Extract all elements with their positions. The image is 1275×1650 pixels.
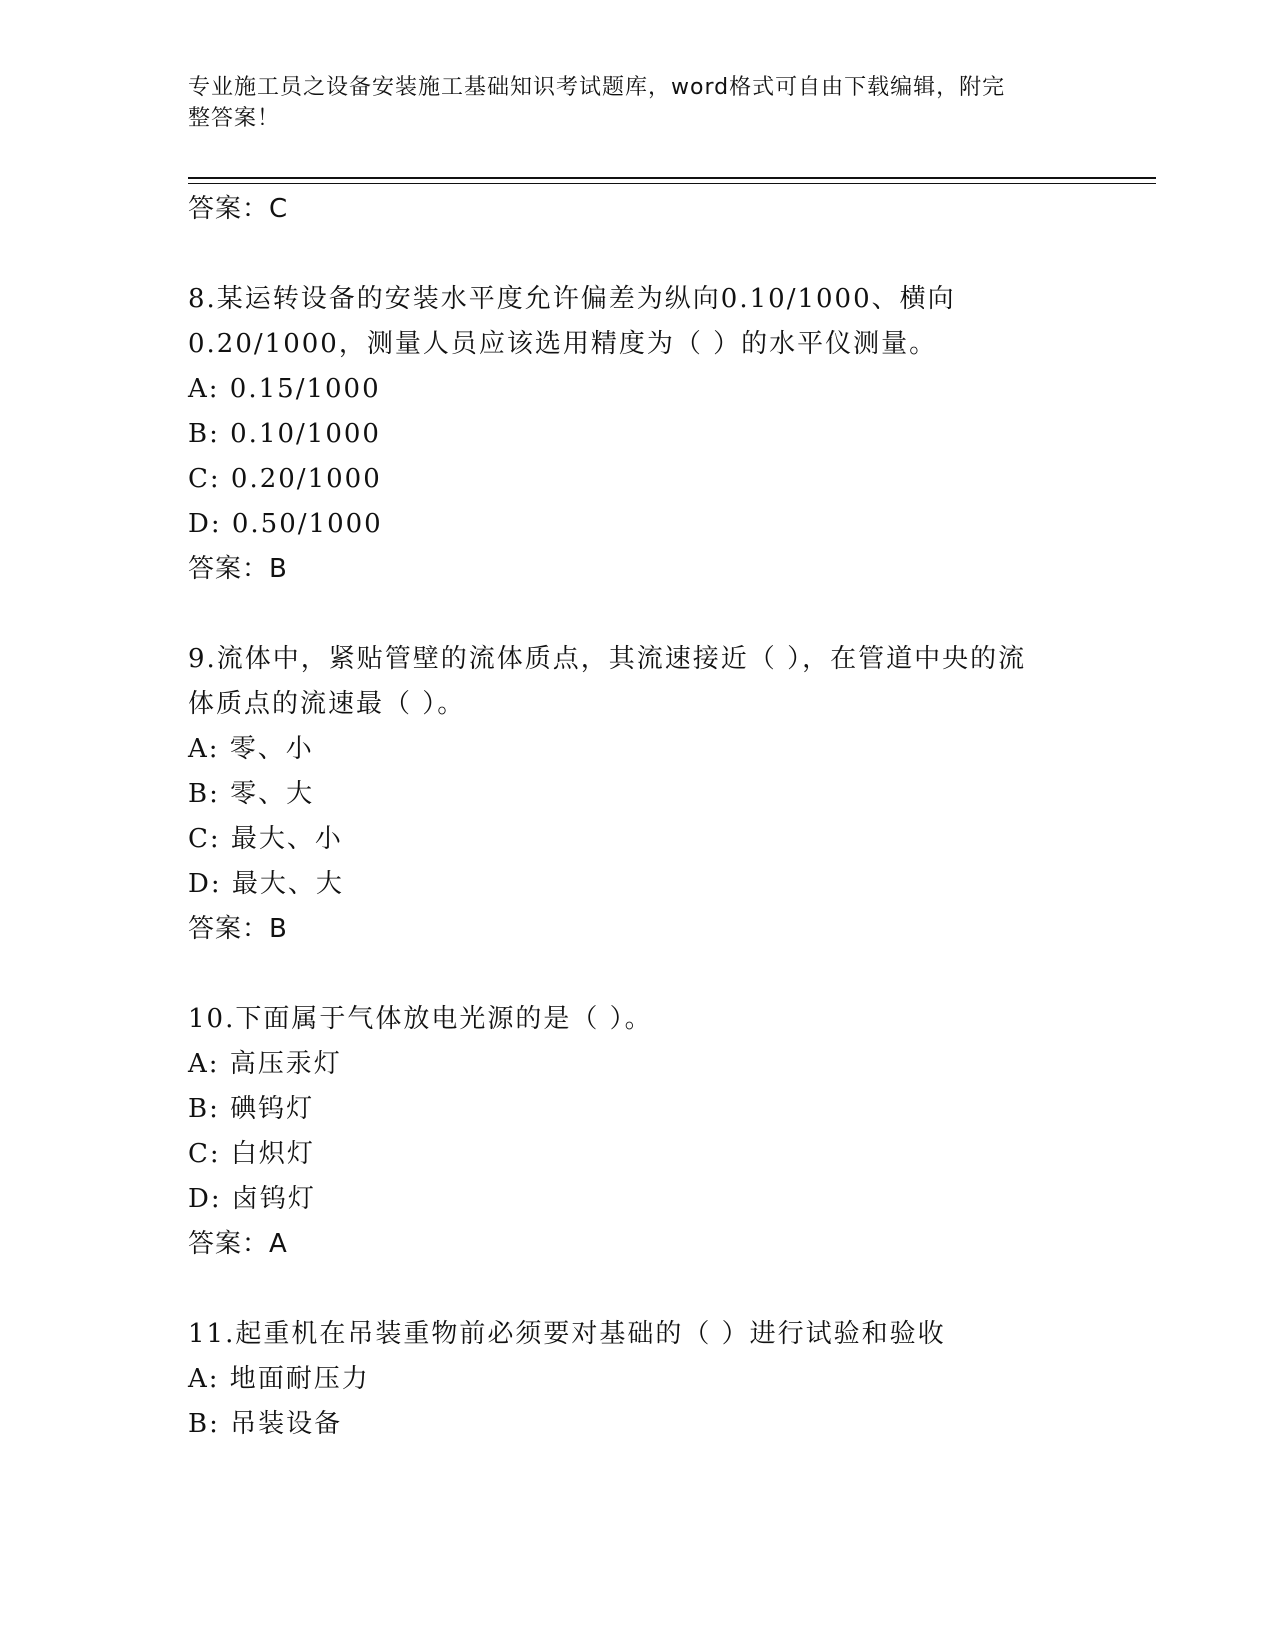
question-stem: 10.下面属于气体放电光源的是（ ）。 bbox=[188, 1004, 653, 1034]
answer-line: 答案：B bbox=[188, 914, 288, 944]
option-d: D: 最大、大 bbox=[188, 869, 344, 899]
question-stem: 体质点的流速最（ ）。 bbox=[188, 689, 466, 719]
header-rule-thick bbox=[188, 177, 1156, 179]
header-rule-thin bbox=[188, 183, 1156, 184]
option-c: C: 最大、小 bbox=[188, 824, 343, 854]
option-c: C: 0.20/1000 bbox=[188, 464, 382, 494]
answer-line: 答案：A bbox=[188, 1229, 288, 1259]
answer-line: 答案：C bbox=[188, 194, 289, 224]
header-line-2: 整答案！ bbox=[188, 106, 281, 131]
question-stem: 9.流体中，紧贴管壁的流体质点，其流速接近（ ），在管道中央的流 bbox=[188, 644, 1027, 674]
option-b: B: 0.10/1000 bbox=[188, 419, 381, 449]
option-b: B: 零、大 bbox=[188, 779, 315, 809]
option-a: A: 0.15/1000 bbox=[188, 374, 381, 404]
option-a: A: 高压汞灯 bbox=[188, 1049, 342, 1079]
option-b: B: 吊装设备 bbox=[188, 1409, 343, 1439]
option-a: A: 零、小 bbox=[188, 734, 314, 764]
option-d: D: 0.50/1000 bbox=[188, 509, 383, 539]
option-a: A: 地面耐压力 bbox=[188, 1364, 370, 1394]
page-header bbox=[188, 72, 1068, 134]
option-d: D: 卤钨灯 bbox=[188, 1184, 316, 1214]
header-line-1: 专业施工员之设备安装施工基础知识考试题库，word格式可自由下载编辑，附完 bbox=[188, 75, 1006, 100]
question-stem: 8.某运转设备的安装水平度允许偏差为纵向0.10/1000、横向 bbox=[188, 284, 956, 314]
answer-line: 答案：B bbox=[188, 554, 288, 584]
question-stem: 11.起重机在吊装重物前必须要对基础的（ ）进行试验和验收 bbox=[188, 1319, 946, 1349]
option-c: C: 白炽灯 bbox=[188, 1139, 315, 1169]
option-b: B: 碘钨灯 bbox=[188, 1094, 315, 1124]
question-stem: 0.20/1000，测量人员应该选用精度为（ ）的水平仪测量。 bbox=[188, 329, 938, 359]
